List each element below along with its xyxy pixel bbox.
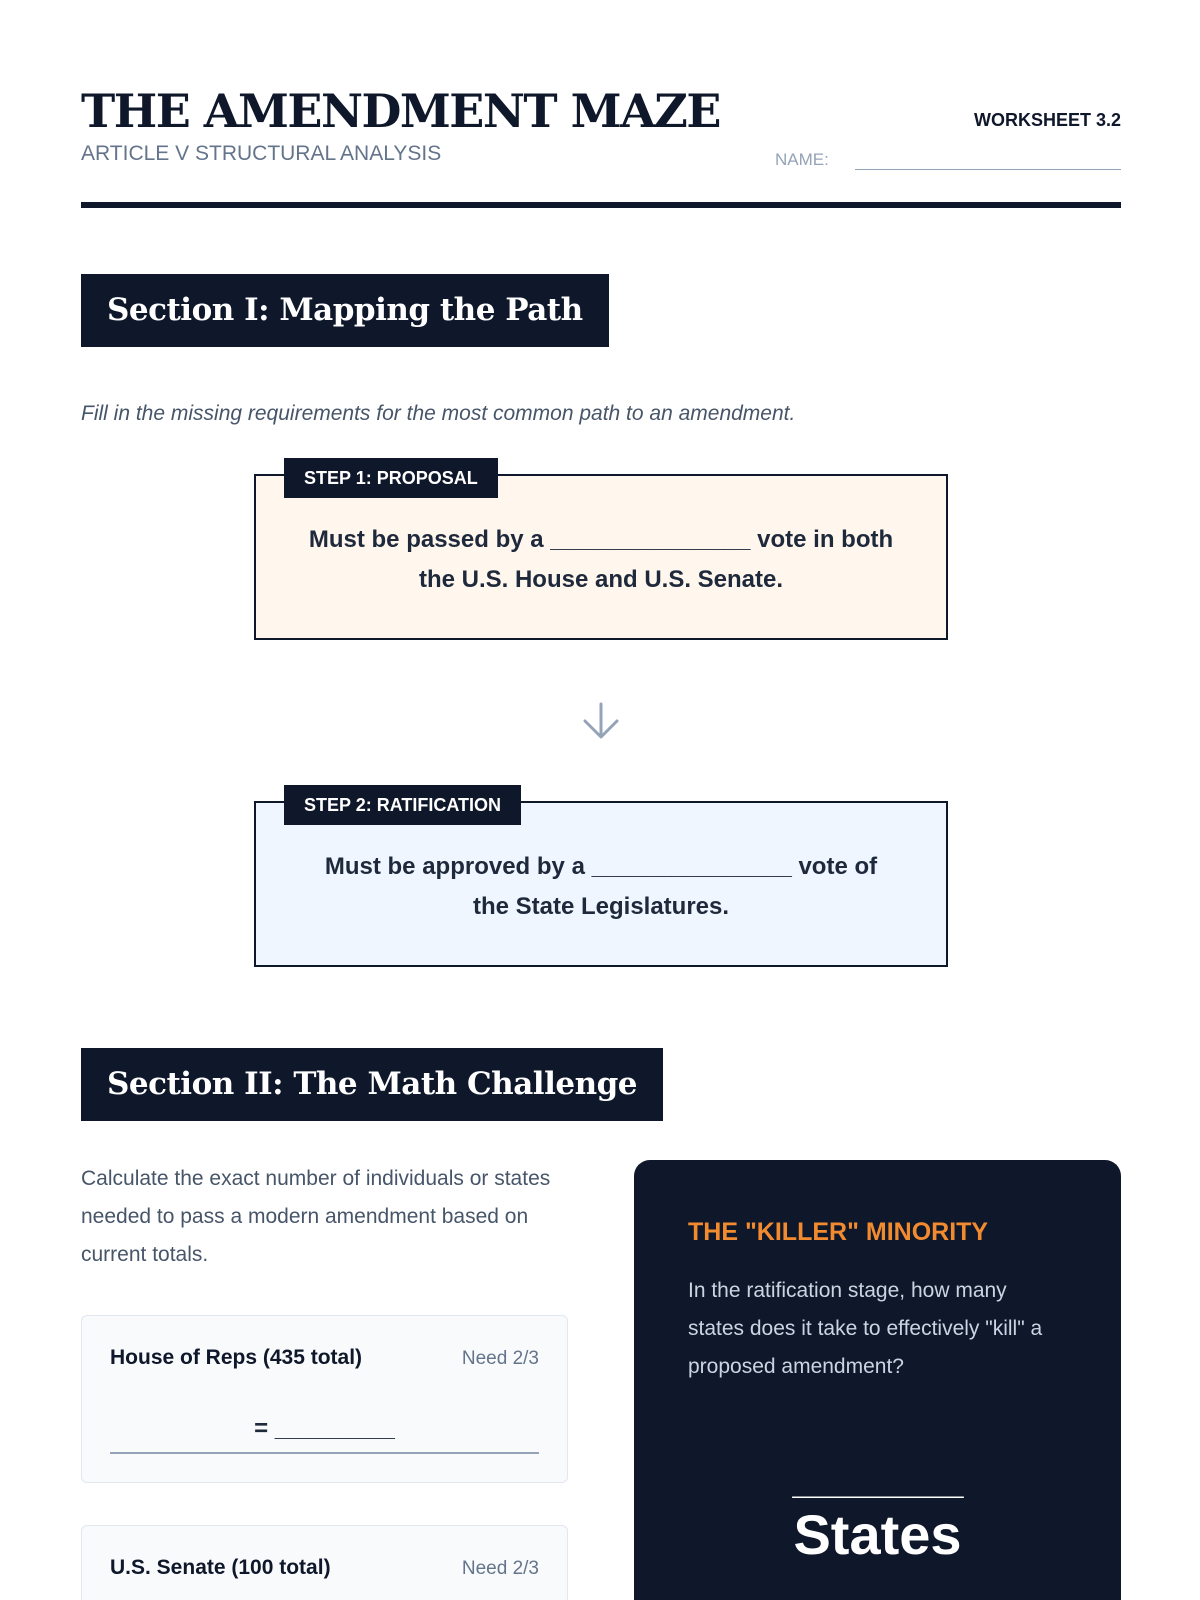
calc-card-house [81,1315,568,1483]
killer-minority-card [634,1160,1121,1600]
name-label: NAME: [775,150,829,169]
name-input-line[interactable] [855,169,1121,170]
section-1-title: Section I: Mapping the Path [81,274,609,347]
calc-card-senate [81,1525,568,1600]
step-1-tag: STEP 1: PROPOSAL [284,458,498,498]
step-2-tag: STEP 2: RATIFICATION [284,785,521,825]
section-1-instructions: Fill in the missing requirements for the most common path to an amendment. [81,402,796,425]
page-title: THE AMENDMENT MAZE [81,84,720,138]
name-field[interactable] [775,146,1121,172]
arrow-down-icon [580,700,622,742]
page-subtitle: ARTICLE V STRUCTURAL ANALYSIS [81,142,442,165]
calc-card-house-name: House of Reps (435 total) [110,1346,363,1369]
calc-card-senate-name: U.S. Senate (100 total) [110,1556,331,1579]
step-1-text[interactable]: Must be passed by a _______________ vote in both the U.S. House and U.S. Senate. [308,526,894,593]
killer-minority-answer-blank[interactable]: ________ [792,1458,963,1502]
killer-minority-unit: States [793,1503,962,1566]
killer-minority-question: In the ratification stage, how many states does it take to effectively "kill" a proposed amendment? [688,1279,1043,1378]
section-2-intro: Calculate the exact number of individuals or states needed to pass a modern amendment based on current totals. [81,1167,551,1266]
calc-card-senate-need: Need 2/3 [461,1558,539,1579]
step-2-text[interactable]: Must be approved by a _______________ vote of the State Legislatures. [324,853,878,920]
worksheet-number: WORKSHEET 3.2 [973,110,1121,130]
killer-minority-title: THE "KILLER" MINORITY [688,1218,989,1246]
step-1-proposal-box [254,468,948,640]
calc-card-house-need: Need 2/3 [461,1348,539,1369]
section-2-title: Section II: The Math Challenge [81,1048,663,1121]
worksheet-header [81,84,1121,208]
calc-card-house-answer[interactable]: = _________ [110,1404,539,1454]
step-2-ratification-box [254,795,948,967]
